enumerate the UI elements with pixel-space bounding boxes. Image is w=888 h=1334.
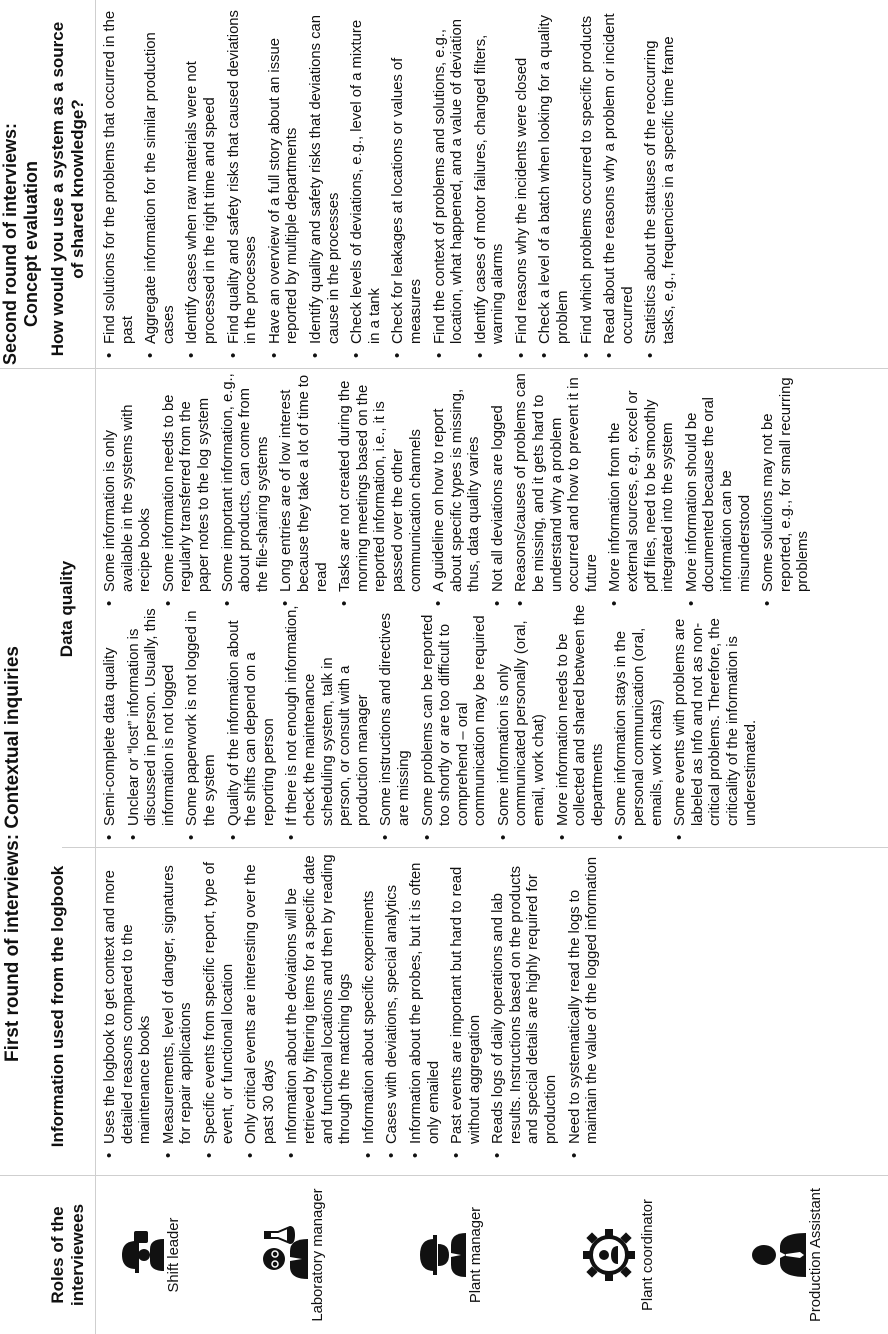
production-assistant-icon [750, 1227, 806, 1283]
list-item: • Tasks are not created during the morning meetings based on the reported information, i.e., it is passed over the other communication channels [337, 370, 425, 592]
column-divider [0, 368, 888, 369]
list-item: • Reads logs of daily operations and lab results. Instructions based on the products and special details are highly required for production [490, 848, 560, 1144]
list-item: • Need to systematically read the logs to maintain the value of the logged information [567, 848, 602, 1144]
list-item: • Identify cases of motor failures, changed filters, warning alarms [473, 8, 508, 344]
list-item: • More information from the external sources, e.g., excel or pdf files, need to be smoothly integrated into the system [607, 370, 677, 592]
list-item: • Some information stays in the personal communication (oral, emails, work chats) [613, 604, 666, 826]
list-item: • Some information is only available in the systems with recipe books [102, 370, 155, 592]
list-item: • Uses the logbook to get context and more detailed reasons compared to the maintenance books [102, 848, 155, 1144]
list-item: • Some events with problems are labeled as Info and not as non-critical problems. Therefore, the criticality of the information is underestimated. [672, 604, 760, 826]
list-item: • Only critical events are interesting over the past 30 days [243, 848, 278, 1144]
list-item: • Long entries are of low interest because they take a lot of time to read [278, 370, 331, 592]
role-plant-coordinator [580, 1176, 657, 1334]
data-quality-list-a [102, 604, 766, 846]
list-item: • Cases with deviations, special analytics [384, 848, 402, 1144]
list-item: • If there is not enough information, check the maintenance scheduling system, talk in person, or consult with a production manager [284, 604, 372, 826]
list-item: • Check for leakages at locations or values of measures [390, 8, 425, 344]
list-item: • Some important information, e.g., about products, can come from the file-sharing systems [220, 370, 273, 592]
list-item: • Some information is only communicated personally (oral, email, work chat) [496, 604, 549, 826]
first-round-header: First round of interviews: Contextual inquiries [2, 646, 23, 1062]
list-item: • Specific events from specific report, type of event, or functional location [202, 848, 237, 1144]
list-item: • Aggregate information for the similar production cases [143, 8, 178, 344]
list-item: • Reasons/causes of problems can be missing, and it gets hard to understand why a problem occurred and how to prevent it in future [513, 370, 601, 592]
list-item: • More information needs to be collected and shared between the departments [555, 604, 608, 826]
list-item: • Some problems can be reported too shortly or are too difficult to comprehend – oral communication may be required [420, 604, 490, 826]
list-item: • More information should be documented because the oral information can be misunderstood [684, 370, 754, 592]
list-item: • Information about the deviations will be retrieved by filtering items for a specific date and functional locations and then by reading through the matching logs [284, 848, 354, 1144]
list-item: • Some information needs to be regularly transferred from the paper notes to the log system [161, 370, 214, 592]
laboratory-manager-icon [258, 1223, 308, 1287]
second-round-header: Second round of interviews: Concept evaluation [0, 122, 41, 366]
list-item: • Some solutions may not be reported, e.g., for small recurring problems [760, 370, 813, 592]
role-laboratory-manager [258, 1176, 327, 1334]
role-label: Plant manager [468, 1206, 484, 1304]
list-item: • Not all deviations are logged [490, 370, 508, 592]
list-item: • Find reasons why the incidents were closed [514, 8, 532, 344]
list-item: • Identify cases when raw materials were not processed in the right time and speed [184, 8, 219, 344]
role-production-assistant [750, 1176, 825, 1334]
data-quality-column-header: Data quality [57, 560, 76, 658]
list-item: • Measurements, level of danger, signatures for repair applications [161, 848, 196, 1144]
usage-column-header: How would you use a system as a source of shared knowledge? [48, 21, 87, 357]
plant-manager-icon [418, 1227, 466, 1283]
list-item: • Information about specific experiments [361, 848, 379, 1144]
role-label: Production Assistant [808, 1187, 824, 1323]
list-item: • A guideline on how to report about specific types is missing, thus, data quality varies [431, 370, 484, 592]
info-list [102, 848, 608, 1164]
info-column-header: Information used from the logbook [48, 865, 67, 1148]
role-plant-manager [418, 1176, 485, 1334]
list-item: • Find the context of problems and solutions, e.g., location, what happened, and a value of deviation [432, 8, 467, 344]
list-item: • Find quality and safety risks that caused deviations in the processes [226, 8, 261, 344]
list-item: • Some paperwork is not logged in the system [184, 604, 219, 826]
list-item: • Find solutions for the problems that occurred in the past [102, 8, 137, 344]
role-label: Plant coordinator [640, 1199, 656, 1311]
role-label: Laboratory manager [310, 1188, 326, 1322]
list-item: • Unclear or “lost” information is discussed in person. Usually, this information is not logged [126, 604, 179, 826]
role-shift-leader [118, 1176, 183, 1334]
list-item: • Past events are important but hard to read without aggregation [449, 848, 484, 1144]
list-item: • Quality of the information about the shifts can depend on a reporting person [226, 604, 279, 826]
header-rule [95, 0, 96, 1334]
role-label: Shift leader [166, 1217, 182, 1293]
list-item: • Find which problems occurred to specific products [579, 8, 597, 344]
list-item: • Identify quality and safety risks that deviations can cause in the processes [308, 8, 343, 344]
list-item: • Read about the reasons why a problem or incident occurred [602, 8, 637, 344]
data-quality-list-b [102, 370, 819, 612]
list-item: • Statistics about the statuses of the reoccurring tasks, e.g., frequencies in a specific time frame [643, 8, 678, 344]
usage-list [102, 8, 685, 364]
shift-leader-icon [118, 1227, 164, 1283]
list-item: • Have an overview of a full story about an issue reported by multiple departments [267, 8, 302, 344]
list-item: • Some instructions and directives are missing [378, 604, 413, 826]
list-item: • Check levels of deviations, e.g., level of a mixture in a tank [349, 8, 384, 344]
list-item: • Check a level of a batch when looking for a quality problem [537, 8, 572, 344]
plant-coordinator-icon [580, 1223, 638, 1287]
roles-column-header: Roles of the interviewees [48, 1203, 87, 1307]
list-item: • Information about the probes, but it is often only emailed [408, 848, 443, 1144]
list-item: • Semi-complete data quality [102, 604, 120, 826]
